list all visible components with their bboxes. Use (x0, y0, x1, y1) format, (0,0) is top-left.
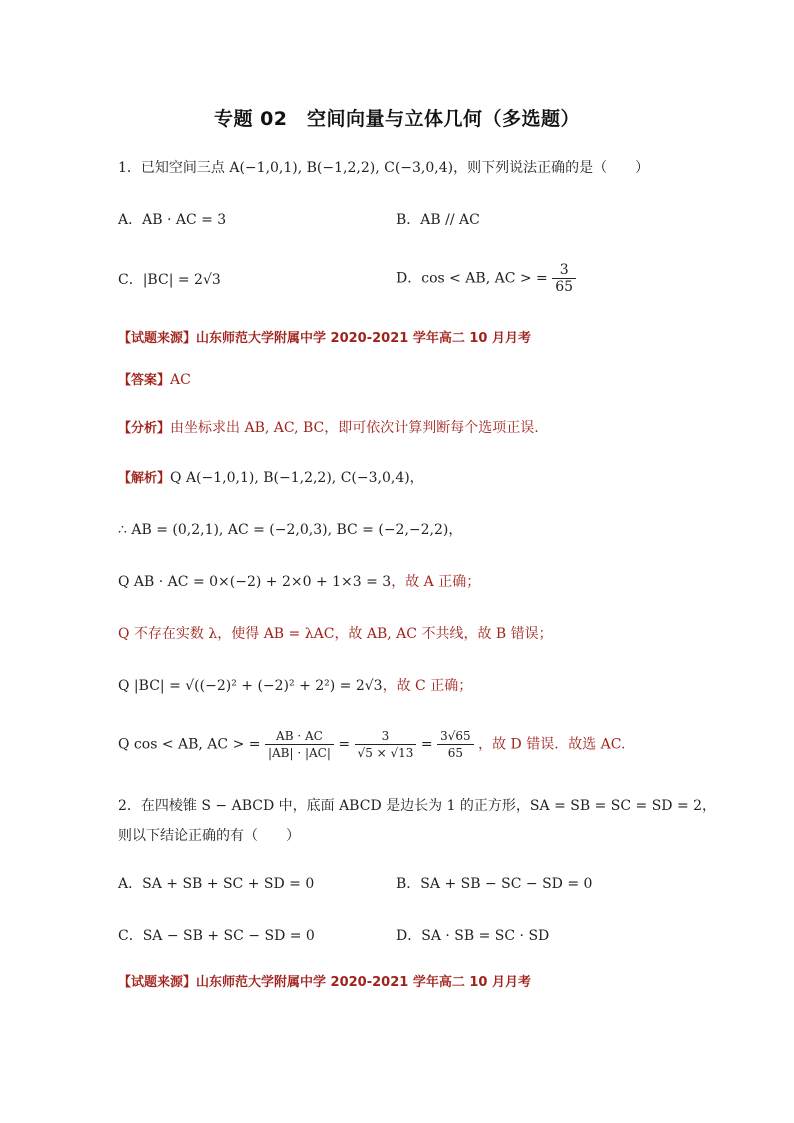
q1-option-c: C．|BC| = 2√3 (118, 272, 221, 288)
q1-sol4-math: Q 不存在实数 λ，使得 AB = λAC (118, 626, 335, 642)
q1-source-value: 山东师范大学附属中学 2020-2021 学年高二 10 月月考 (196, 331, 531, 346)
q1-stem: 1．已知空间三点 A(−1,0,1), B(−1,2,2), C(−3,0,4)，则下列说法正确的是（ ） (118, 160, 650, 176)
q2-option-c: C．SA − SB + SC − SD = 0 (118, 928, 315, 944)
q1-sol6-frac3-den: 65 (447, 746, 463, 760)
q1-sol5-math: Q |BC| = √((−2)² + (−2)² + 2²) = 2√3 (118, 678, 383, 694)
q1-sol3-text: ，故 A 正确； (391, 574, 481, 590)
q2-option-b: B．SA + SB − SC − SD = 0 (396, 876, 593, 892)
q1-sol6-equals-2: = (420, 736, 433, 753)
q2-source-tag: 【试题来源】 (118, 975, 197, 990)
q2-source (118, 972, 531, 993)
q2-stem-line-2: 则以下结论正确的有（ ） (118, 828, 300, 844)
q1-source (118, 328, 531, 349)
q1-analysis-tag: 【分析】 (118, 421, 171, 436)
q1-sol6-frac1-num: AB · AC (265, 728, 334, 745)
q1-sol1: Q A(−1,0,1), B(−1,2,2), C(−3,0,4)， (170, 470, 424, 486)
q1-option-d-fraction (552, 262, 576, 295)
q1-option-d-num: 3 (552, 262, 576, 279)
q1-option-a: A．AB · AC = 3 (118, 212, 227, 228)
q1-sol3-math: Q AB · AC = 0×(−2) + 2×0 + 1×3 = 3 (118, 574, 392, 590)
q2-stem-line-1: 2．在四棱锥 S − ABCD 中，底面 ABCD 是边长为 1 的正方形，SA = SB = SC = SD = 2， (118, 798, 717, 814)
q1-option-d-prefix: D．cos < AB, AC > = (396, 270, 548, 287)
q1-analysis-text: 由坐标求出 AB, AC, BC，即可依次计算判断每个选项正误. (170, 420, 539, 436)
page-title: 专题 02 空间向量与立体几何（多选题） (213, 108, 581, 130)
q1-sol6-text: ，故 D 错误．故选 AC. (478, 736, 626, 753)
q1-sol6-equals-1: = (338, 736, 351, 753)
q1-solution-line-2: ∴ AB = (0,2,1), AC = (−2,0,3), BC = (−2,−2,2)， (118, 522, 463, 538)
q1-sol6-fraction-1 (265, 728, 334, 761)
q2-source-value: 山东师范大学附属中学 2020-2021 学年高二 10 月月考 (196, 975, 531, 990)
q1-sol6-frac2-num: 3 (355, 728, 417, 745)
q1-sol5-text: ，故 C 正确； (382, 678, 473, 694)
q1-solution-tag: 【解析】 (118, 471, 171, 486)
q2-option-d: D．SA · SB = SC · SD (396, 928, 550, 944)
q1-option-d-den: 65 (555, 279, 574, 295)
q2-option-a: A．SA + SB + SC + SD = 0 (118, 876, 315, 892)
q1-sol6-fraction-3 (437, 728, 474, 761)
q1-solution-line-1 (118, 468, 424, 489)
q1-sol6-frac1-den: |AB| · |AC| (267, 746, 331, 760)
q1-solution-line-3 (118, 572, 480, 592)
q1-solution-line-4 (118, 624, 553, 644)
q1-sol4-text: ，故 AB, AC 不共线，故 B 错误； (334, 626, 553, 642)
q1-sol6-fraction-2 (355, 728, 417, 761)
q1-source-tag: 【试题来源】 (118, 331, 197, 346)
q1-solution-line-5 (118, 676, 472, 696)
q1-analysis (118, 418, 539, 439)
q1-sol6-frac2-den: √5 × √13 (357, 746, 414, 760)
q1-answer-value: AC (170, 372, 191, 388)
q1-answer-tag: 【答案】 (118, 373, 171, 388)
q1-option-b: B．AB // AC (396, 212, 480, 228)
q1-option-d (396, 262, 576, 295)
q1-solution-line-6 (118, 728, 625, 761)
q1-sol6-prefix: Q cos < AB, AC > = (118, 736, 261, 753)
q1-sol6-frac3-num: 3√65 (437, 728, 474, 745)
q1-answer (118, 370, 191, 391)
